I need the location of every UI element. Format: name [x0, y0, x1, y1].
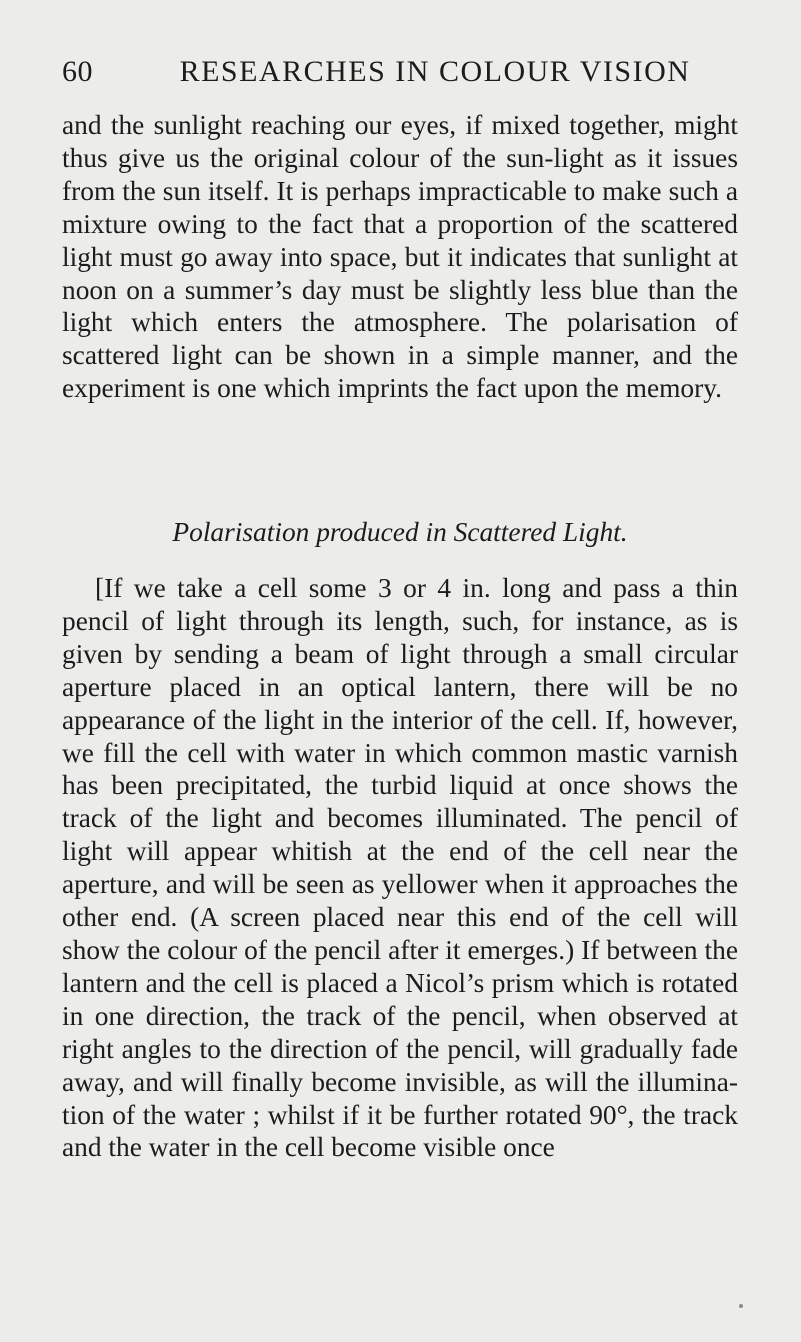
section-paragraph: [If we take a cell some 3 or 4 in. long and pass a thin pencil of light through its length, such, for instance, as is given by sending a beam of light through a small circular aperture placed in an optical lantern, there will be no appearance of the light in the interior of the cell. If, however, we fill the cell with water in which common mastic varnish has been precipitated, the turbid liquid at once shows the track of the light and becomes illuminated. The pencil of light will appear whitish at the end of the cell near the aperture, and will be seen as yellower when it approaches the other end. (A screen placed near this end of the cell will show the colour of the pencil after it emerges.) If between the lantern and the cell is placed a Nicol’s prism which is rotated in one direction, the track of the pencil, when observed at right angles to the direction of the pencil, will gradually fade away, and will finally become invisible, as will the illumina-tion of the water ; whilst if it be further rotated 90°, the track and the water in the cell become visible once: [62, 573, 738, 1163]
running-head: [62, 55, 741, 95]
body-paragraph: and the sunlight reaching our eyes, if mixed together, might thus give us the original colour of the sun-light as it issues from the sun itself. It is perhaps impracticable to make such a mixture owing to the fact that a proportion of the scattered light must go away into space, but it indicates that sunlight at noon on a summer’s day must be slightly less blue than the light which enters the atmosphere. The polarisation of scattered light can be shown in a simple manner, and the experiment is one which imprints the fact upon the memory.: [62, 110, 738, 404]
print-speck: [739, 1304, 743, 1308]
running-head-title: RESEARCHES IN COLOUR VISION: [179, 55, 691, 88]
section-heading: Polarisation produced in Scattered Light.: [172, 517, 628, 547]
page-number: 60: [62, 55, 93, 88]
